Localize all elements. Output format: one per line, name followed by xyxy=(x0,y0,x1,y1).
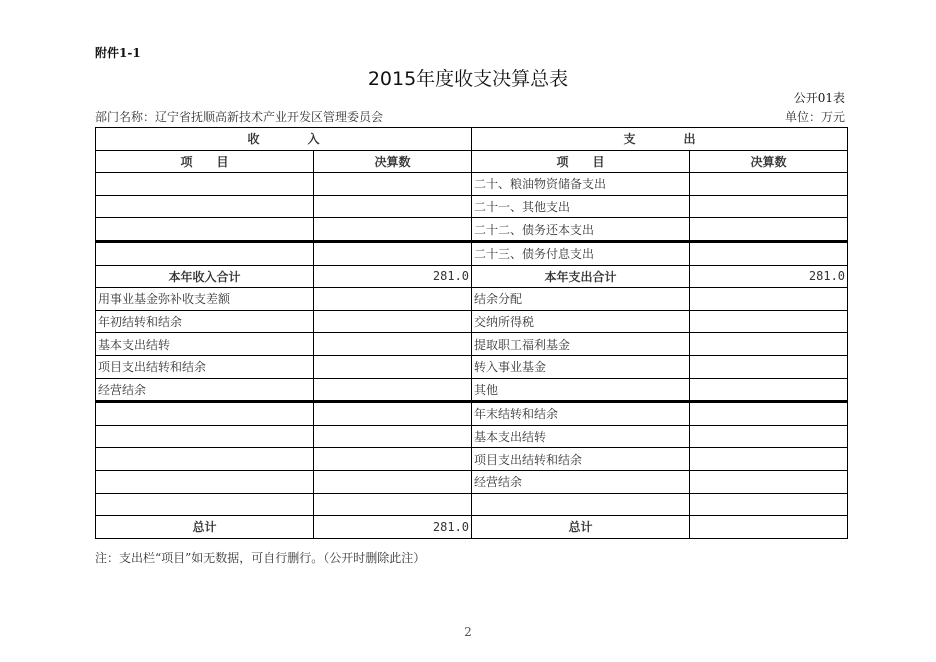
expense-amount xyxy=(690,493,848,516)
table-row xyxy=(96,333,848,356)
expense-amount xyxy=(690,288,848,311)
table-row xyxy=(96,288,848,311)
expense-item-header: 项 目 xyxy=(472,150,690,173)
income-amount xyxy=(314,470,472,493)
expense-amount xyxy=(690,218,848,242)
expense-amount xyxy=(690,173,848,196)
expense-annual-total-label: 本年支出合计 xyxy=(472,265,690,288)
expense-item xyxy=(472,493,690,516)
income-item xyxy=(96,195,314,218)
expense-item: 交纳所得税 xyxy=(472,310,690,333)
expense-amount xyxy=(690,448,848,471)
income-amount xyxy=(314,425,472,448)
income-amount xyxy=(314,195,472,218)
income-amount xyxy=(314,402,472,426)
table-row xyxy=(96,425,848,448)
department-name: 部门名称：辽宁省抚顺高新技术产业开发区管理委员会 xyxy=(95,110,384,124)
expense-amount xyxy=(690,195,848,218)
income-item xyxy=(96,470,314,493)
expense-section-header: 支 出 xyxy=(472,128,848,151)
table-row xyxy=(96,402,848,426)
column-header-row xyxy=(96,150,848,173)
income-item xyxy=(96,173,314,196)
income-item xyxy=(96,425,314,448)
expense-item: 二十二、债务还本支出 xyxy=(472,218,690,242)
budget-summary-table xyxy=(95,127,848,539)
expense-item: 其他 xyxy=(472,378,690,402)
expense-item: 二十一、其他支出 xyxy=(472,195,690,218)
expense-item: 二十三、债务付息支出 xyxy=(472,241,690,265)
income-annual-total-label: 本年收入合计 xyxy=(96,265,314,288)
income-item: 基本支出结转 xyxy=(96,333,314,356)
table-row xyxy=(96,355,848,378)
income-grand-total-label: 总计 xyxy=(96,516,314,539)
grand-total-row xyxy=(96,516,848,539)
income-item xyxy=(96,493,314,516)
expense-item: 结余分配 xyxy=(472,288,690,311)
table-row xyxy=(96,470,848,493)
table-row xyxy=(96,173,848,196)
footnote: 注：支出栏“项目”如无数据，可自行删行。（公开时删除此注） xyxy=(95,551,426,565)
income-item xyxy=(96,448,314,471)
income-amount xyxy=(314,310,472,333)
income-annual-total-value: 281.0 xyxy=(314,265,472,288)
expense-amount xyxy=(690,310,848,333)
income-amount xyxy=(314,355,472,378)
income-item: 经营结余 xyxy=(96,378,314,402)
income-item: 项目支出结转和结余 xyxy=(96,355,314,378)
table-row xyxy=(96,310,848,333)
expense-amount xyxy=(690,241,848,265)
section-header-row xyxy=(96,128,848,151)
income-item-header: 项 目 xyxy=(96,150,314,173)
table-row xyxy=(96,448,848,471)
income-amount xyxy=(314,333,472,356)
income-amount xyxy=(314,493,472,516)
expense-amount xyxy=(690,425,848,448)
income-item xyxy=(96,402,314,426)
page-title: 2015年度收支决算总表 xyxy=(367,68,569,90)
income-grand-total-value: 281.0 xyxy=(314,516,472,539)
income-amount-header: 决算数 xyxy=(314,150,472,173)
table-row xyxy=(96,195,848,218)
income-amount xyxy=(314,241,472,265)
income-amount xyxy=(314,173,472,196)
income-amount xyxy=(314,448,472,471)
expense-amount-header: 决算数 xyxy=(690,150,848,173)
expense-amount xyxy=(690,333,848,356)
income-item: 用事业基金弥补收支差额 xyxy=(96,288,314,311)
income-amount xyxy=(314,218,472,242)
expense-annual-total-value: 281.0 xyxy=(690,265,848,288)
expense-item: 二十、粮油物资储备支出 xyxy=(472,173,690,196)
page-number: 2 xyxy=(464,625,472,639)
expense-item: 提取职工福利基金 xyxy=(472,333,690,356)
expense-item: 基本支出结转 xyxy=(472,425,690,448)
expense-amount xyxy=(690,402,848,426)
expense-item: 经营结余 xyxy=(472,470,690,493)
expense-grand-total-value xyxy=(690,516,848,539)
form-number: 公开01表 xyxy=(793,91,845,105)
table-row xyxy=(96,493,848,516)
expense-item: 年末结转和结余 xyxy=(472,402,690,426)
income-item: 年初结转和结余 xyxy=(96,310,314,333)
table-row xyxy=(96,241,848,265)
expense-amount xyxy=(690,470,848,493)
table-row xyxy=(96,378,848,402)
income-item xyxy=(96,218,314,242)
income-item xyxy=(96,241,314,265)
attachment-label: 附件1-1 xyxy=(95,46,141,60)
table-row xyxy=(96,218,848,242)
income-amount xyxy=(314,378,472,402)
income-section-header: 收 入 xyxy=(96,128,472,151)
income-amount xyxy=(314,288,472,311)
unit-label: 单位：万元 xyxy=(784,110,845,124)
expense-grand-total-label: 总计 xyxy=(472,516,690,539)
expense-item: 项目支出结转和结余 xyxy=(472,448,690,471)
expense-amount xyxy=(690,378,848,402)
annual-total-row xyxy=(96,265,848,288)
expense-amount xyxy=(690,355,848,378)
expense-item: 转入事业基金 xyxy=(472,355,690,378)
